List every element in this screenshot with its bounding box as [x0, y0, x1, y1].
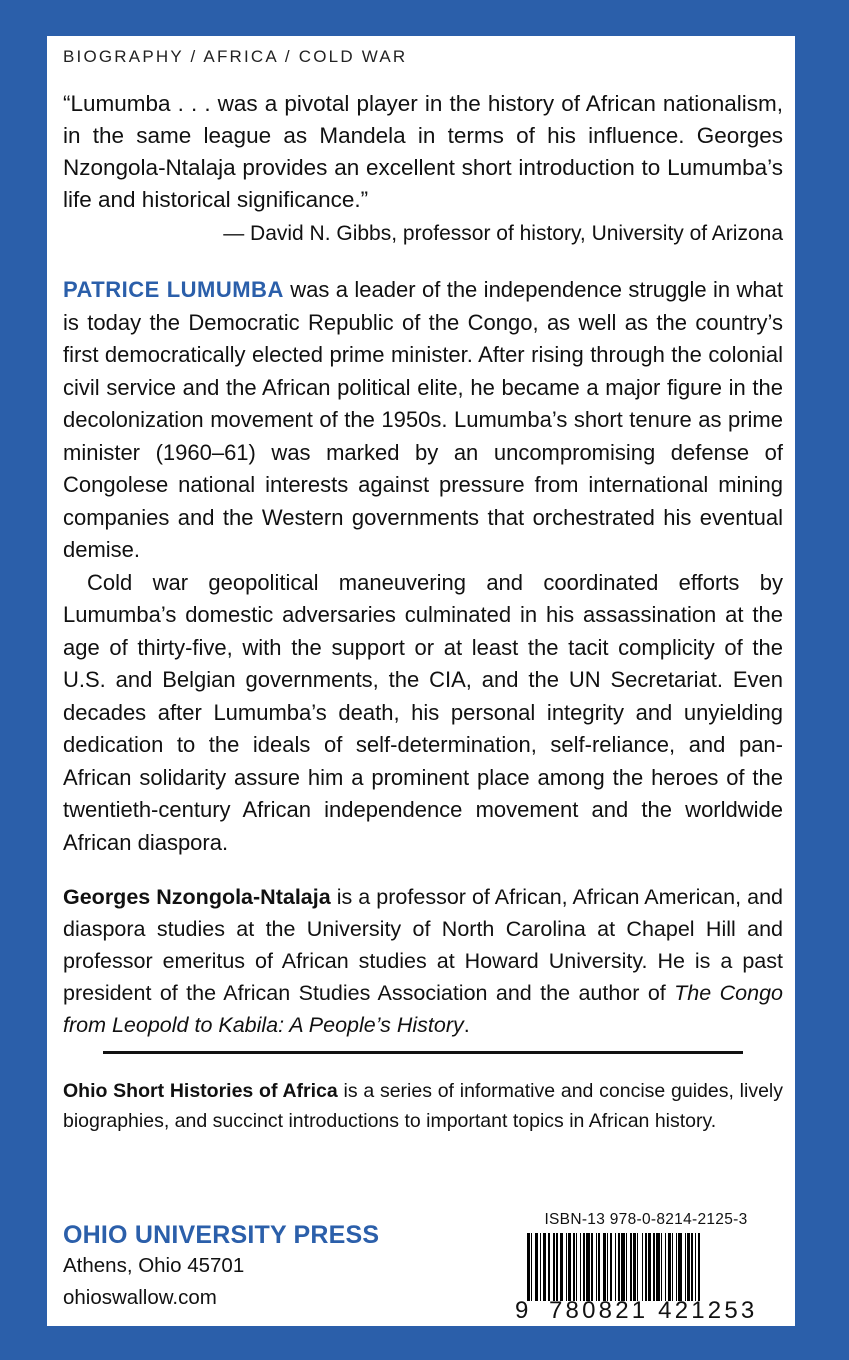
barcode-bar	[556, 1233, 559, 1301]
divider-rule	[103, 1051, 743, 1054]
barcode-bar	[540, 1233, 541, 1301]
publisher-website: ohioswallow.com	[63, 1286, 217, 1309]
barcode-bar	[668, 1233, 671, 1301]
description-text-1: was a leader of the independence struggle in what is today the Democratic Republic of the Congo, as well as the country’s first democratically elected prime minister. After rising through the colonial civil service and the African political elite, he became a major figure in the decolonization movement of the 1950s. Lumumba’s short tenure as prime minister (1960–61) was marked by an uncompromising defense of Congolese national interests against pressure from international mining companies and the Western governments that orchestrated his eventual demise.	[63, 277, 783, 562]
barcode-bar	[630, 1233, 633, 1301]
isbn-label: ISBN-13 978-0-8214-2125-3	[544, 1211, 748, 1228]
barcode-bar	[698, 1233, 699, 1301]
category-line: BIOGRAPHY / AFRICA / COLD WAR	[63, 47, 408, 66]
barcode-bar	[672, 1233, 673, 1301]
barcode-bar	[548, 1233, 549, 1301]
isbn-barcode	[515, 1211, 777, 1324]
barcode-bars	[527, 1233, 763, 1301]
author-book-title: The Congo from Leopold to Kabila: A People’s History	[63, 981, 783, 1037]
barcode-rest-digits: 780821 421253	[549, 1297, 758, 1324]
barcode-bar	[618, 1233, 619, 1301]
author-name: Georges Nzongola-Ntalaja	[63, 885, 331, 909]
barcode-bar	[603, 1233, 606, 1301]
series-name: Ohio Short Histories of Africa	[63, 1080, 338, 1102]
barcode-bar	[685, 1233, 686, 1301]
barcode-bar	[691, 1233, 694, 1301]
barcode-bar	[531, 1233, 532, 1301]
subject-name: PATRICE LUMUMBA	[63, 277, 284, 302]
barcode-bar	[678, 1233, 682, 1301]
barcode-bar	[583, 1233, 584, 1301]
barcode-bar	[586, 1233, 590, 1301]
footer	[63, 1211, 783, 1324]
publisher-name: OHIO UNIVERSITY PRESS	[63, 1221, 380, 1249]
barcode-bar	[676, 1233, 677, 1301]
barcode-bar	[695, 1233, 696, 1301]
barcode-bar	[527, 1233, 530, 1301]
quote-attribution: — David N. Gibbs, professor of history, University of Arizona	[223, 222, 783, 245]
author-bio	[63, 881, 783, 1041]
barcode-bar	[560, 1233, 564, 1301]
description-paragraph-2: Cold war geopolitical maneuvering and coordinated efforts by Lumumba’s domestic adversaries culminated in his assassination at the age of thirty-five, with the support or at least the tacit complicity of the U.S. and Belgian governments, the CIA, and the UN Secretariat. Even decades after Lumumba’s death, his personal integrity and unyielding dedication to the ideals of self-determination, self-reliance, and pan-African solidarity assure him a prominent place among the heroes of the twentieth-century African independence movement and the worldwide African diaspora.	[63, 569, 783, 855]
series-description	[63, 1076, 783, 1136]
barcode-bar	[598, 1233, 599, 1301]
barcode-bar	[626, 1233, 627, 1301]
barcode-bar	[607, 1233, 608, 1301]
barcode-bar	[615, 1233, 616, 1301]
series-text: is a series of informative and concise guides, lively biographies, and succinct introductions to important topics in African history.	[63, 1080, 783, 1132]
description-paragraph-1	[63, 274, 783, 567]
barcode-first-digit: 9	[515, 1297, 531, 1324]
barcode-bar	[687, 1233, 690, 1301]
barcode-bar	[566, 1233, 567, 1301]
barcode-bar	[648, 1233, 651, 1301]
barcode-bar	[642, 1233, 643, 1301]
barcode-bar	[661, 1233, 662, 1301]
barcode-bar	[596, 1233, 597, 1301]
barcode-bar	[633, 1233, 636, 1301]
author-bio-end: .	[463, 1013, 470, 1037]
endorsement-quote: “Lumumba . . . was a pivotal player in the history of African nationalism, in the same league as Mandela in terms of his influence. Georges Nzongola-Ntalaja provides an excellent short introduction to Lumumba’s life and historical significance.”	[63, 91, 783, 212]
barcode-bar	[645, 1233, 648, 1301]
barcode-bar	[637, 1233, 638, 1301]
publisher-block	[63, 1221, 379, 1314]
barcode-bar	[665, 1233, 666, 1301]
barcode-bar	[580, 1233, 581, 1301]
author-bio-text: is a professor of African, African American, and diaspora studies at the University of North Carolina at Chapel Hill and professor emeritus of African studies at Howard University. He is a past president of the African Studies Association and the author of	[63, 885, 783, 1005]
barcode-bar	[535, 1233, 539, 1301]
barcode-bar	[656, 1233, 660, 1301]
barcode-bar	[653, 1233, 654, 1301]
barcode-bar	[621, 1233, 625, 1301]
barcode-bar	[568, 1233, 571, 1301]
barcode-bar	[610, 1233, 613, 1301]
publisher-city: Athens, Ohio 45701	[63, 1254, 245, 1277]
barcode-bar	[576, 1233, 577, 1301]
barcode-bar	[591, 1233, 594, 1301]
back-cover-panel	[47, 36, 795, 1326]
barcode-bar	[543, 1233, 546, 1301]
barcode-bar	[553, 1233, 554, 1301]
barcode-bar	[573, 1233, 574, 1301]
